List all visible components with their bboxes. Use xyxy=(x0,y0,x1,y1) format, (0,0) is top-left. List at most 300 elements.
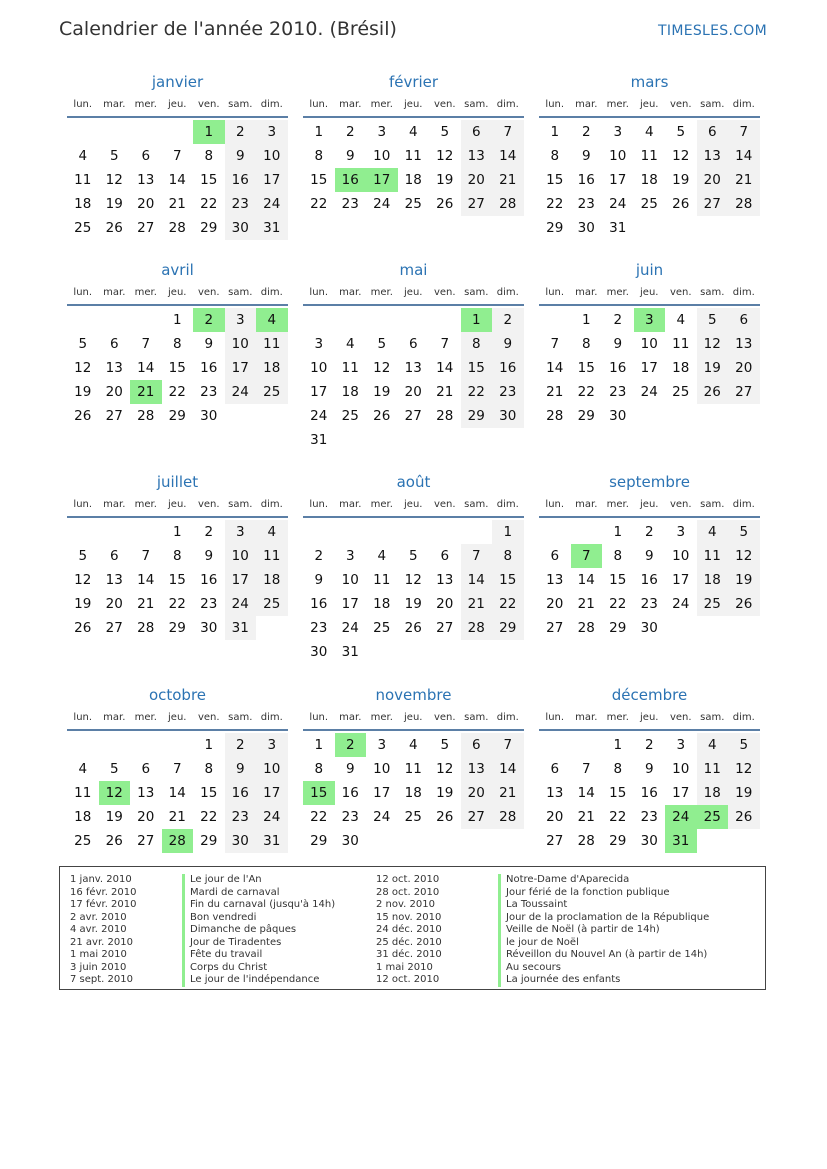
day-cell: 19 xyxy=(436,172,454,188)
month-name: mars xyxy=(630,73,669,91)
day-cell: 10 xyxy=(672,761,690,777)
day-cell: 29 xyxy=(546,220,564,236)
day-cell: 3 xyxy=(613,124,623,140)
legend-holiday-name: Dimanche de pâques xyxy=(182,924,335,937)
weekday-label: dim. xyxy=(496,99,519,110)
day-cell: 4 xyxy=(676,312,686,328)
day-cell: 7 xyxy=(440,336,450,352)
day-cell: 3 xyxy=(377,124,387,140)
day-cell: 4 xyxy=(697,520,729,544)
day-cell: 17 xyxy=(256,781,288,805)
day-cell: 9 xyxy=(581,148,591,164)
empty-cell xyxy=(571,520,603,544)
weekday-label: jeu. xyxy=(168,499,187,510)
day-cell: 2 xyxy=(644,524,654,540)
day-cell: 24 xyxy=(341,620,359,636)
day-cell: 21 xyxy=(492,168,524,192)
weekday-header xyxy=(303,94,524,118)
legend-date: 21 avr. 2010 xyxy=(70,936,133,948)
weekday-label: jeu. xyxy=(640,712,659,723)
weekday-label: mer. xyxy=(134,99,157,110)
day-cell: 7 xyxy=(141,336,151,352)
day-cell: 2 xyxy=(314,548,324,564)
day-cell: 28 xyxy=(577,620,595,636)
month-name: janvier xyxy=(151,73,204,91)
days-grid xyxy=(539,120,760,240)
weekday-label: mer. xyxy=(134,287,157,298)
day-cell: 11 xyxy=(640,148,658,164)
weekday-label: mar. xyxy=(575,712,598,723)
day-cell: 20 xyxy=(105,384,123,400)
day-cell: 18 xyxy=(697,781,729,805)
weekday-label: mer. xyxy=(370,712,393,723)
day-cell: 20 xyxy=(697,168,729,192)
day-cell: 4 xyxy=(377,548,387,564)
weekday-label: lun. xyxy=(309,499,329,510)
day-cell: 20 xyxy=(137,809,155,825)
day-cell: 26 xyxy=(74,408,92,424)
legend-holiday-name: Fête du travail xyxy=(182,949,335,962)
day-cell: 9 xyxy=(613,336,623,352)
month-3 xyxy=(67,258,288,428)
month-7 xyxy=(303,470,524,664)
day-cell: 20 xyxy=(404,384,422,400)
day-cell: 6 xyxy=(408,336,418,352)
empty-cell xyxy=(99,120,131,144)
day-cell: 19 xyxy=(105,196,123,212)
weekday-label: lun. xyxy=(309,712,329,723)
day-cell: 31 xyxy=(341,644,359,660)
days-grid xyxy=(303,733,524,853)
day-cell: 8 xyxy=(613,761,623,777)
day-cell: 30 xyxy=(200,408,218,424)
day-cell: 30 xyxy=(577,220,595,236)
weekday-label: mer. xyxy=(606,712,629,723)
day-cell: 14 xyxy=(577,572,595,588)
day-cell: 12 xyxy=(105,172,123,188)
day-cell: 25 xyxy=(404,809,422,825)
day-cell: 1 xyxy=(314,124,324,140)
day-cell: 4 xyxy=(78,148,88,164)
day-cell: 4 xyxy=(697,733,729,757)
day-cell: 1 xyxy=(550,124,560,140)
weekday-label: ven. xyxy=(433,712,456,723)
day-cell: 14 xyxy=(492,144,524,168)
weekday-label: sam. xyxy=(228,712,253,723)
days-grid xyxy=(539,733,760,853)
empty-cell xyxy=(162,733,194,757)
weekday-label: sam. xyxy=(700,499,725,510)
weekday-label: mar. xyxy=(339,499,362,510)
day-cell: 29 xyxy=(200,220,218,236)
day-cell: 8 xyxy=(172,336,182,352)
day-cell: 28 xyxy=(168,220,186,236)
day-cell: 29 xyxy=(200,833,218,849)
day-cell: 11 xyxy=(373,572,391,588)
day-cell: 27 xyxy=(137,220,155,236)
weekday-label: lun. xyxy=(545,99,565,110)
day-cell: 20 xyxy=(461,168,493,192)
weekday-label: ven. xyxy=(197,99,220,110)
legend-holiday-name: Fin du carnaval (jusqu'à 14h) xyxy=(182,899,335,912)
holiday-day: 12 xyxy=(99,781,131,805)
day-cell: 22 xyxy=(200,196,218,212)
day-cell: 31 xyxy=(225,616,257,640)
weekday-label: jeu. xyxy=(404,99,423,110)
day-cell: 9 xyxy=(225,144,257,168)
day-cell: 12 xyxy=(404,572,422,588)
day-cell: 24 xyxy=(609,196,627,212)
day-cell: 12 xyxy=(436,761,454,777)
empty-cell xyxy=(130,120,162,144)
empty-cell xyxy=(398,520,430,544)
day-cell: 16 xyxy=(200,572,218,588)
weekday-header xyxy=(303,494,524,518)
empty-cell xyxy=(162,120,194,144)
day-cell: 8 xyxy=(461,332,493,356)
weekday-label: dim. xyxy=(496,712,519,723)
brand-link[interactable]: TIMESLES.COM xyxy=(658,23,767,39)
empty-cell xyxy=(571,733,603,757)
weekday-label: sam. xyxy=(228,287,253,298)
legend-holiday-name: Veille de Noël (à partir de 14h) xyxy=(498,924,709,937)
day-cell: 12 xyxy=(672,148,690,164)
day-cell: 21 xyxy=(577,596,595,612)
day-cell: 13 xyxy=(105,360,123,376)
day-cell: 19 xyxy=(373,384,391,400)
day-cell: 21 xyxy=(577,809,595,825)
weekday-label: jeu. xyxy=(168,287,187,298)
weekday-label: mar. xyxy=(339,287,362,298)
day-cell: 5 xyxy=(109,148,119,164)
day-cell: 16 xyxy=(225,781,257,805)
empty-cell xyxy=(99,520,131,544)
day-cell: 29 xyxy=(310,833,328,849)
days-grid xyxy=(303,120,524,216)
day-cell: 21 xyxy=(461,592,493,616)
day-cell: 13 xyxy=(697,144,729,168)
weekday-label: ven. xyxy=(669,499,692,510)
day-cell: 24 xyxy=(373,809,391,825)
empty-cell xyxy=(130,520,162,544)
day-cell: 29 xyxy=(168,620,186,636)
day-cell: 9 xyxy=(644,761,654,777)
day-cell: 15 xyxy=(461,356,493,380)
day-cell: 29 xyxy=(577,408,595,424)
day-cell: 12 xyxy=(697,332,729,356)
day-cell: 8 xyxy=(550,148,560,164)
month-0 xyxy=(67,70,288,240)
weekday-label: dim. xyxy=(260,712,283,723)
day-cell: 17 xyxy=(640,360,658,376)
day-cell: 18 xyxy=(404,785,422,801)
day-cell: 24 xyxy=(256,192,288,216)
empty-cell xyxy=(429,308,461,332)
weekday-label: lun. xyxy=(545,499,565,510)
empty-cell xyxy=(130,308,162,332)
weekday-label: ven. xyxy=(433,99,456,110)
day-cell: 14 xyxy=(168,172,186,188)
day-cell: 8 xyxy=(581,336,591,352)
day-cell: 21 xyxy=(728,168,760,192)
day-cell: 15 xyxy=(168,360,186,376)
day-cell: 23 xyxy=(200,384,218,400)
day-cell: 5 xyxy=(728,520,760,544)
day-cell: 29 xyxy=(609,620,627,636)
day-cell: 18 xyxy=(256,568,288,592)
day-cell: 21 xyxy=(168,196,186,212)
day-cell: 1 xyxy=(314,737,324,753)
day-cell: 13 xyxy=(404,360,422,376)
holiday-day: 2 xyxy=(335,733,367,757)
day-cell: 11 xyxy=(341,360,359,376)
weekday-label: jeu. xyxy=(640,287,659,298)
day-cell: 12 xyxy=(436,148,454,164)
weekday-label: mar. xyxy=(575,499,598,510)
day-cell: 27 xyxy=(546,620,564,636)
holiday-day: 21 xyxy=(130,380,162,404)
legend-holiday-name: Notre-Dame d'Aparecida xyxy=(498,874,709,887)
weekday-label: jeu. xyxy=(640,99,659,110)
weekday-label: mer. xyxy=(370,99,393,110)
day-cell: 10 xyxy=(373,148,391,164)
day-cell: 14 xyxy=(577,785,595,801)
day-cell: 23 xyxy=(640,809,658,825)
day-cell: 2 xyxy=(644,737,654,753)
day-cell: 23 xyxy=(310,620,328,636)
day-cell: 17 xyxy=(225,356,257,380)
month-name: juin xyxy=(635,261,664,279)
day-cell: 2 xyxy=(225,733,257,757)
weekday-label: sam. xyxy=(464,99,489,110)
day-cell: 15 xyxy=(310,172,328,188)
day-cell: 5 xyxy=(440,737,450,753)
weekday-label: dim. xyxy=(732,712,755,723)
legend-date: 15 nov. 2010 xyxy=(376,911,442,923)
day-cell: 19 xyxy=(697,356,729,380)
day-cell: 16 xyxy=(310,596,328,612)
day-cell: 13 xyxy=(728,332,760,356)
weekday-label: mar. xyxy=(103,287,126,298)
day-cell: 30 xyxy=(640,620,658,636)
day-cell: 11 xyxy=(697,544,729,568)
day-cell: 8 xyxy=(314,148,324,164)
day-cell: 25 xyxy=(74,220,92,236)
month-10 xyxy=(303,683,524,853)
empty-cell xyxy=(366,520,398,544)
day-cell: 14 xyxy=(137,572,155,588)
day-cell: 10 xyxy=(373,761,391,777)
day-cell: 3 xyxy=(256,733,288,757)
day-cell: 19 xyxy=(74,596,92,612)
weekday-label: dim. xyxy=(732,287,755,298)
weekday-label: mar. xyxy=(575,99,598,110)
day-cell: 31 xyxy=(310,432,328,448)
day-cell: 6 xyxy=(461,120,493,144)
day-cell: 26 xyxy=(436,196,454,212)
day-cell: 6 xyxy=(728,308,760,332)
day-cell: 18 xyxy=(74,196,92,212)
day-cell: 24 xyxy=(373,196,391,212)
day-cell: 4 xyxy=(644,124,654,140)
month-name: mai xyxy=(399,261,428,279)
legend-date: 28 oct. 2010 xyxy=(376,886,440,898)
day-cell: 14 xyxy=(137,360,155,376)
day-cell: 31 xyxy=(609,220,627,236)
day-cell: 10 xyxy=(609,148,627,164)
day-cell: 16 xyxy=(609,360,627,376)
weekday-header xyxy=(67,707,288,731)
day-cell: 6 xyxy=(550,548,560,564)
day-cell: 6 xyxy=(141,761,151,777)
day-cell: 16 xyxy=(200,360,218,376)
month-2 xyxy=(539,70,760,240)
day-cell: 22 xyxy=(310,196,328,212)
day-cell: 8 xyxy=(492,544,524,568)
empty-cell xyxy=(539,308,571,332)
legend-holiday-name: Le jour de l'An xyxy=(182,874,335,887)
day-cell: 20 xyxy=(546,596,564,612)
weekday-label: dim. xyxy=(260,287,283,298)
legend-dates xyxy=(70,874,137,987)
holiday-day: 17 xyxy=(366,168,398,192)
weekday-label: sam. xyxy=(700,712,725,723)
legend-holiday-name: La journée des enfants xyxy=(498,974,709,987)
day-cell: 5 xyxy=(697,308,729,332)
weekday-header xyxy=(67,282,288,306)
day-cell: 10 xyxy=(256,757,288,781)
weekday-label: sam. xyxy=(464,499,489,510)
day-cell: 17 xyxy=(609,172,627,188)
weekday-label: mer. xyxy=(134,712,157,723)
holiday-day: 3 xyxy=(634,308,666,332)
day-cell: 30 xyxy=(341,833,359,849)
day-cell: 1 xyxy=(613,524,623,540)
holiday-day: 16 xyxy=(335,168,367,192)
month-name: octobre xyxy=(148,686,207,704)
day-cell: 6 xyxy=(440,548,450,564)
day-cell: 4 xyxy=(256,520,288,544)
day-cell: 9 xyxy=(225,757,257,781)
weekday-label: dim. xyxy=(732,499,755,510)
weekday-header xyxy=(539,707,760,731)
weekday-label: ven. xyxy=(669,99,692,110)
weekday-label: lun. xyxy=(73,99,93,110)
day-cell: 12 xyxy=(74,360,92,376)
day-cell: 3 xyxy=(225,520,257,544)
day-cell: 23 xyxy=(225,805,257,829)
day-cell: 10 xyxy=(640,336,658,352)
day-cell: 19 xyxy=(728,781,760,805)
holiday-day: 31 xyxy=(665,829,697,853)
day-cell: 19 xyxy=(728,568,760,592)
legend-holiday-name: Le jour de l'indépendance xyxy=(182,974,335,987)
day-cell: 7 xyxy=(492,120,524,144)
legend-date: 1 janv. 2010 xyxy=(70,874,132,885)
day-cell: 23 xyxy=(492,380,524,404)
day-cell: 24 xyxy=(672,596,690,612)
weekday-header xyxy=(303,282,524,306)
day-cell: 25 xyxy=(256,592,288,616)
day-cell: 25 xyxy=(373,620,391,636)
day-cell: 15 xyxy=(609,785,627,801)
day-cell: 4 xyxy=(78,761,88,777)
weekday-label: mer. xyxy=(606,499,629,510)
day-cell: 20 xyxy=(137,196,155,212)
day-cell: 15 xyxy=(168,572,186,588)
empty-cell xyxy=(67,520,99,544)
day-cell: 28 xyxy=(492,805,524,829)
legend-date: 31 déc. 2010 xyxy=(376,949,442,960)
day-cell: 13 xyxy=(105,572,123,588)
day-cell: 1 xyxy=(613,737,623,753)
weekday-label: mer. xyxy=(606,287,629,298)
day-cell: 7 xyxy=(550,336,560,352)
weekday-header xyxy=(67,494,288,518)
day-cell: 18 xyxy=(697,568,729,592)
day-cell: 14 xyxy=(168,785,186,801)
legend-date: 25 déc. 2010 xyxy=(376,936,442,948)
weekday-label: sam. xyxy=(464,287,489,298)
weekday-label: dim. xyxy=(260,499,283,510)
day-cell: 26 xyxy=(672,196,690,212)
weekday-label: lun. xyxy=(545,287,565,298)
month-6 xyxy=(67,470,288,640)
day-cell: 21 xyxy=(546,384,564,400)
day-cell: 17 xyxy=(256,168,288,192)
holiday-day: 2 xyxy=(193,308,225,332)
weekday-label: mar. xyxy=(339,99,362,110)
day-cell: 16 xyxy=(492,356,524,380)
day-cell: 10 xyxy=(225,332,257,356)
empty-cell xyxy=(303,520,335,544)
legend-holiday-name: Mardi de carnaval xyxy=(182,887,335,900)
weekday-label: ven. xyxy=(433,499,456,510)
weekday-header xyxy=(539,94,760,118)
day-cell: 28 xyxy=(137,620,155,636)
day-cell: 1 xyxy=(172,524,182,540)
day-cell: 13 xyxy=(436,572,454,588)
holiday-day: 15 xyxy=(303,781,335,805)
day-cell: 20 xyxy=(461,781,493,805)
weekday-label: jeu. xyxy=(404,499,423,510)
day-cell: 30 xyxy=(492,404,524,428)
day-cell: 5 xyxy=(109,761,119,777)
holiday-legend xyxy=(59,866,766,990)
weekday-label: sam. xyxy=(700,287,725,298)
weekday-label: ven. xyxy=(197,499,220,510)
day-cell: 2 xyxy=(204,524,214,540)
day-cell: 13 xyxy=(461,144,493,168)
legend-holiday-name: Réveillon du Nouvel An (à partir de 14h) xyxy=(498,949,709,962)
legend-date: 1 mai 2010 xyxy=(70,949,127,960)
day-cell: 19 xyxy=(404,596,422,612)
day-cell: 20 xyxy=(546,809,564,825)
day-cell: 15 xyxy=(200,172,218,188)
day-cell: 31 xyxy=(256,216,288,240)
weekday-label: jeu. xyxy=(404,712,423,723)
day-cell: 9 xyxy=(204,548,214,564)
day-cell: 26 xyxy=(105,833,123,849)
day-cell: 19 xyxy=(105,809,123,825)
day-cell: 11 xyxy=(404,761,422,777)
empty-cell xyxy=(67,733,99,757)
empty-cell xyxy=(539,520,571,544)
holiday-day: 1 xyxy=(193,120,225,144)
day-cell: 30 xyxy=(225,829,257,853)
weekday-label: sam. xyxy=(464,712,489,723)
empty-cell xyxy=(461,520,493,544)
